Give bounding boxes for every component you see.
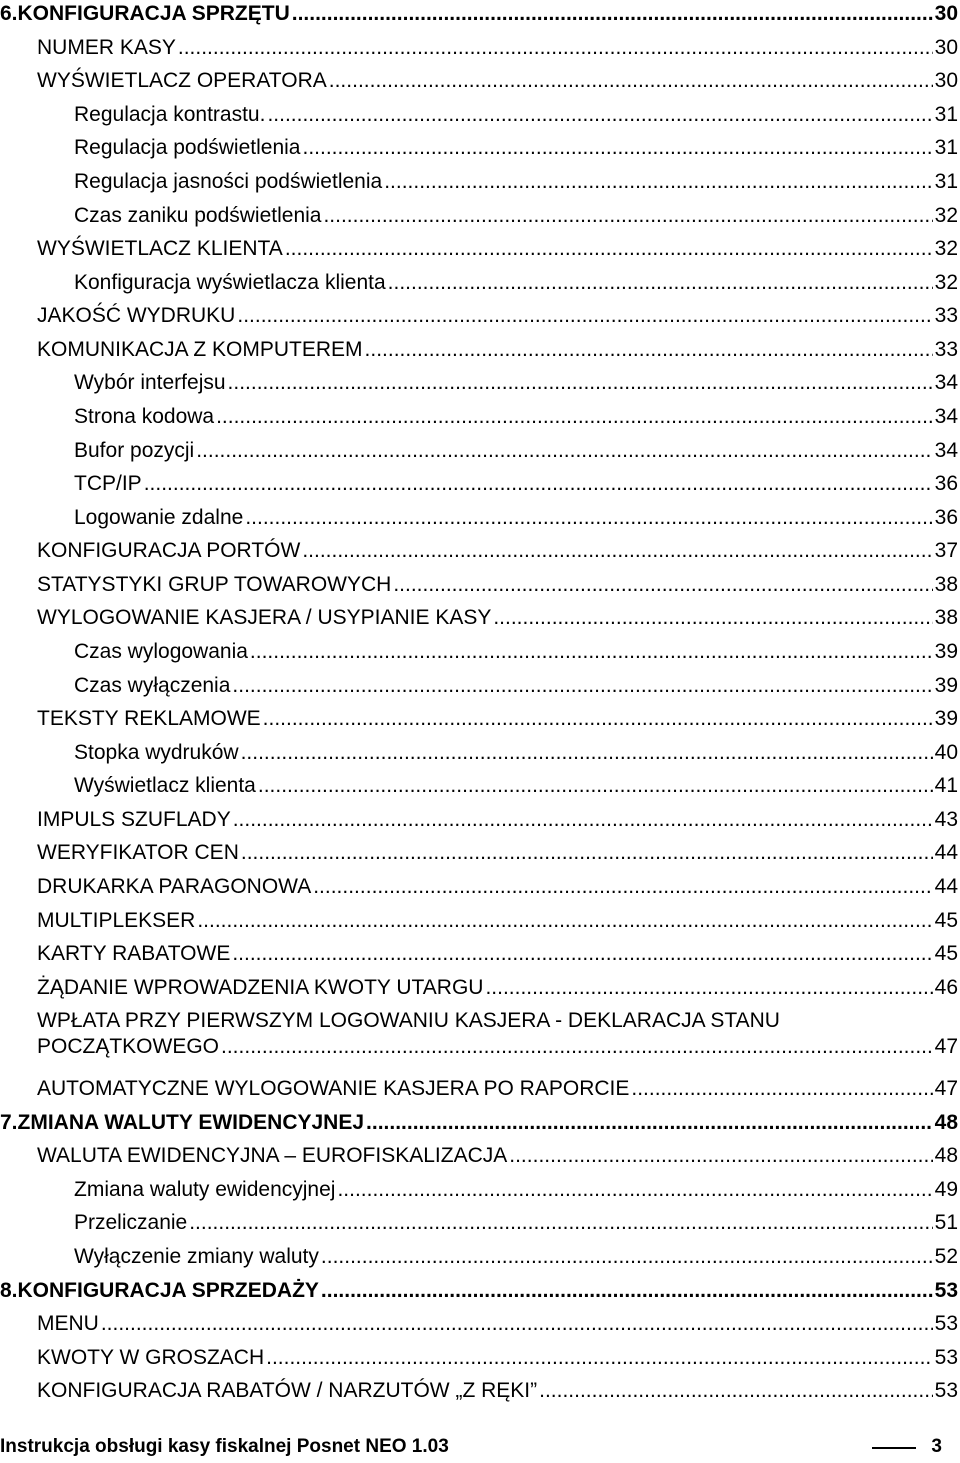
toc-entry-page: 53 <box>934 1346 958 1369</box>
toc-dot-leader <box>539 1377 933 1405</box>
toc-entry <box>0 907 958 937</box>
toc-entry <box>0 1142 958 1172</box>
toc-entry-page: 31 <box>934 136 958 159</box>
toc-entry-title: DRUKARKA PARAGONOWA <box>37 875 312 898</box>
toc-entry-page: 45 <box>934 909 958 932</box>
toc-entry-page: 33 <box>934 304 958 327</box>
toc-dot-leader <box>189 1209 932 1237</box>
toc-dot-leader <box>321 1277 933 1305</box>
toc-entry-sub <box>0 403 958 433</box>
toc-entry-page: 53 <box>934 1279 958 1302</box>
toc-dot-leader <box>393 571 932 599</box>
toc-entry-title: Regulacja kontrastu. <box>74 103 266 126</box>
toc-entry-page: 31 <box>934 103 958 126</box>
toc-entry-sub <box>0 134 958 164</box>
toc-dot-leader <box>233 806 933 834</box>
toc-entry-title: KWOTY W GROSZACH <box>37 1346 265 1369</box>
toc-entry-page: 45 <box>934 942 958 965</box>
toc-entry-title: 7.ZMIANA WALUTY EWIDENCYJNEJ <box>0 1111 365 1134</box>
footer-rule <box>872 1447 916 1449</box>
toc-entry-chapter <box>0 1109 958 1139</box>
toc-entry-title-line <box>37 1033 958 1061</box>
toc-entry <box>0 1075 958 1105</box>
toc-entry-title: Stopka wydruków <box>74 741 239 764</box>
toc-entry-title: Regulacja podświetlenia <box>74 136 301 159</box>
toc-entry-page: 37 <box>934 539 958 562</box>
toc-dot-leader <box>228 369 933 397</box>
toc-entry-sub <box>0 1209 958 1239</box>
toc-entry-page: 40 <box>934 741 958 764</box>
toc-entry-title: STATYSTYKI GRUP TOWAROWYCH <box>37 573 392 596</box>
toc-entry <box>0 940 958 970</box>
toc-entry-page: 36 <box>934 472 958 495</box>
toc-entry-sub <box>0 202 958 232</box>
toc-entry-title: WYLOGOWANIE KASJERA / USYPIANIE KASY <box>37 606 492 629</box>
toc-entry-title: MULTIPLEKSER <box>37 909 196 932</box>
toc-entry-page: 33 <box>934 338 958 361</box>
toc-dot-leader <box>178 34 933 62</box>
toc-dot-leader <box>241 739 933 767</box>
toc-entry-title: Konfiguracja wyświetlacza klienta <box>74 271 386 294</box>
toc-dot-leader <box>196 437 932 465</box>
toc-entry-title: Logowanie zdalne <box>74 506 244 529</box>
footer-page-number: 3 <box>931 1436 942 1457</box>
toc-entry-title: Wybór interfejsu <box>74 371 226 394</box>
toc-entry <box>0 806 958 836</box>
toc-entry-page: 34 <box>934 371 958 394</box>
toc-dot-leader <box>250 638 933 666</box>
toc-entry-page: 53 <box>934 1312 958 1335</box>
toc-dot-leader <box>388 269 933 297</box>
toc-entry-title-line <box>37 1007 958 1035</box>
toc-entry-wrapped <box>0 1007 958 1065</box>
toc-entry-sub <box>0 672 958 702</box>
toc-dot-leader <box>366 1109 933 1137</box>
toc-entry-sub <box>0 772 958 802</box>
toc-entry-sub <box>0 470 958 500</box>
toc-entry-title: Wyświetlacz klienta <box>74 774 256 797</box>
toc-entry-page: 43 <box>934 808 958 831</box>
toc-entry-chapter <box>0 1277 958 1307</box>
toc-entry-page: 30 <box>934 69 958 92</box>
toc-dot-leader <box>197 907 932 935</box>
toc-entry-chapter <box>0 0 958 30</box>
toc-entry-title: Przeliczanie <box>74 1211 188 1234</box>
toc-entry-title: KARTY RABATOWE <box>37 942 231 965</box>
toc-dot-leader <box>485 974 932 1002</box>
toc-entry-page: 48 <box>934 1111 958 1134</box>
toc-entry-title: 8.KONFIGURACJA SPRZEDAŻY <box>0 1279 319 1302</box>
toc-entry-page: 39 <box>934 707 958 730</box>
toc-dot-leader <box>241 839 933 867</box>
toc-entry <box>0 1377 958 1407</box>
toc-entry-title: IMPULS SZUFLADY <box>37 808 231 831</box>
toc-entry <box>0 302 958 332</box>
toc-entry <box>0 336 958 366</box>
toc-dot-leader <box>232 940 932 968</box>
toc-entry-sub <box>0 1243 958 1273</box>
toc-dot-leader <box>216 403 933 431</box>
toc-entry-page: 34 <box>934 439 958 462</box>
toc-dot-leader <box>321 1243 933 1271</box>
toc-dot-leader <box>329 67 933 95</box>
toc-entry <box>0 974 958 1004</box>
toc-entry <box>0 537 958 567</box>
toc-entry-title: MENU <box>37 1312 99 1335</box>
page-footer <box>0 1434 958 1460</box>
toc-entry-title: WYŚWIETLACZ KLIENTA <box>37 237 283 260</box>
toc-entry-page: 39 <box>934 640 958 663</box>
toc-entry-title: Strona kodowa <box>74 405 215 428</box>
footer-document-title: Instrukcja obsługi kasy fiskalnej Posnet NEO 1.03 <box>0 1436 449 1457</box>
toc-entry-page: 48 <box>934 1144 958 1167</box>
toc-entry <box>0 839 958 869</box>
toc-entry-title: ŻĄDANIE WPROWADZENIA KWOTY UTARGU <box>37 976 484 999</box>
toc-entry-page: 51 <box>934 1211 958 1234</box>
toc-entry-sub <box>0 739 958 769</box>
toc-dot-leader <box>232 672 932 700</box>
toc-entry <box>0 873 958 903</box>
toc-dot-leader <box>493 604 932 632</box>
toc-entry-title: Czas zaniku podświetlenia <box>74 204 322 227</box>
toc-entry <box>0 34 958 64</box>
toc-entry-title: Regulacja jasności podświetlenia <box>74 170 383 193</box>
toc-entry-page: 32 <box>934 204 958 227</box>
toc-dot-leader <box>101 1310 933 1338</box>
toc-entry-sub <box>0 437 958 467</box>
toc-entry-sub <box>0 101 958 131</box>
toc-entry-page: 31 <box>934 170 958 193</box>
toc-entry-title: KONFIGURACJA PORTÓW <box>37 539 301 562</box>
toc-dot-leader <box>267 101 932 129</box>
toc-dot-leader <box>313 873 932 901</box>
toc-entry-sub <box>0 1176 958 1206</box>
toc-entry-title: Zmiana waluty ewidencyjnej <box>74 1178 336 1201</box>
toc-dot-leader <box>302 134 932 162</box>
toc-entry-page: 30 <box>934 2 958 25</box>
toc-entry-page: 52 <box>934 1245 958 1268</box>
toc-entry-sub <box>0 168 958 198</box>
toc-entry-page: 39 <box>934 674 958 697</box>
toc-entry-page: 44 <box>934 875 958 898</box>
toc-entry-title: WERYFIKATOR CEN <box>37 841 239 864</box>
toc-entry-title: Wyłączenie zmiany waluty <box>74 1245 319 1268</box>
toc-entry <box>0 705 958 735</box>
toc-entry-title: Czas wylogowania <box>74 640 248 663</box>
toc-entry <box>0 1344 958 1374</box>
toc-entry-page: 38 <box>934 606 958 629</box>
toc-entry-page: 44 <box>934 841 958 864</box>
toc-entry-page: 46 <box>934 976 958 999</box>
toc-entry-page: 32 <box>934 271 958 294</box>
toc-dot-leader <box>258 772 933 800</box>
toc-entry-title: JAKOŚĆ WYDRUKU <box>37 304 236 327</box>
toc-dot-leader <box>337 1176 932 1204</box>
toc-entry <box>0 604 958 634</box>
toc-entry-page: 47 <box>934 1035 958 1058</box>
toc-entry-title: KONFIGURACJA RABATÓW / NARZUTÓW „Z RĘKI” <box>37 1379 538 1402</box>
toc-dot-leader <box>285 235 933 263</box>
toc-entry-title: TCP/IP <box>74 472 142 495</box>
toc-dot-leader <box>245 504 932 532</box>
toc-entry-title-continued: POCZĄTKOWEGO <box>37 1035 220 1058</box>
toc-dot-leader <box>144 470 933 498</box>
toc-entry-title: WYŚWIETLACZ OPERATORA <box>37 69 327 92</box>
toc-entry-page: 32 <box>934 237 958 260</box>
toc-entry <box>0 235 958 265</box>
toc-dot-leader <box>221 1033 933 1061</box>
toc-dot-leader <box>263 705 933 733</box>
toc-entry-page: 30 <box>934 36 958 59</box>
toc-entry-title: Bufor pozycji <box>74 439 195 462</box>
toc-entry-page: 38 <box>934 573 958 596</box>
toc-entry-title: Czas wyłączenia <box>74 674 231 697</box>
toc-entry-title: WPŁATA PRZY PIERWSZYM LOGOWANIU KASJERA - DEKLARACJA STANU <box>37 1009 780 1032</box>
toc-dot-leader <box>631 1075 932 1103</box>
toc-entry-page: 53 <box>934 1379 958 1402</box>
toc-entry-title: NUMER KASY <box>37 36 176 59</box>
toc-entry-sub <box>0 369 958 399</box>
toc-entry-page: 36 <box>934 506 958 529</box>
toc-entry-title: AUTOMATYCZNE WYLOGOWANIE KASJERA PO RAPORCIE <box>37 1077 630 1100</box>
toc-entry-sub <box>0 504 958 534</box>
toc-entry-page: 41 <box>934 774 958 797</box>
toc-entry-title: WALUTA EWIDENCYJNA – EUROFISKALIZACJA <box>37 1144 508 1167</box>
toc-entry <box>0 67 958 97</box>
toc-entry-title: 6.KONFIGURACJA SPRZĘTU <box>0 2 290 25</box>
toc-dot-leader <box>237 302 932 330</box>
toc-entry-page: 47 <box>934 1077 958 1100</box>
toc-entry-sub <box>0 638 958 668</box>
toc-entry-page: 49 <box>934 1178 958 1201</box>
toc-entry-page: 34 <box>934 405 958 428</box>
toc-dot-leader <box>384 168 932 196</box>
toc-dot-leader <box>302 537 932 565</box>
toc-entry-title: KOMUNIKACJA Z KOMPUTEREM <box>37 338 363 361</box>
toc-entry <box>0 1310 958 1340</box>
toc-dot-leader <box>266 1344 933 1372</box>
toc-dot-leader <box>365 336 933 364</box>
toc-dot-leader <box>509 1142 932 1170</box>
toc-entry <box>0 571 958 601</box>
toc-dot-leader <box>292 0 933 28</box>
toc-entry-sub <box>0 269 958 299</box>
toc-dot-leader <box>323 202 932 230</box>
toc-entry-title: TEKSTY REKLAMOWE <box>37 707 261 730</box>
